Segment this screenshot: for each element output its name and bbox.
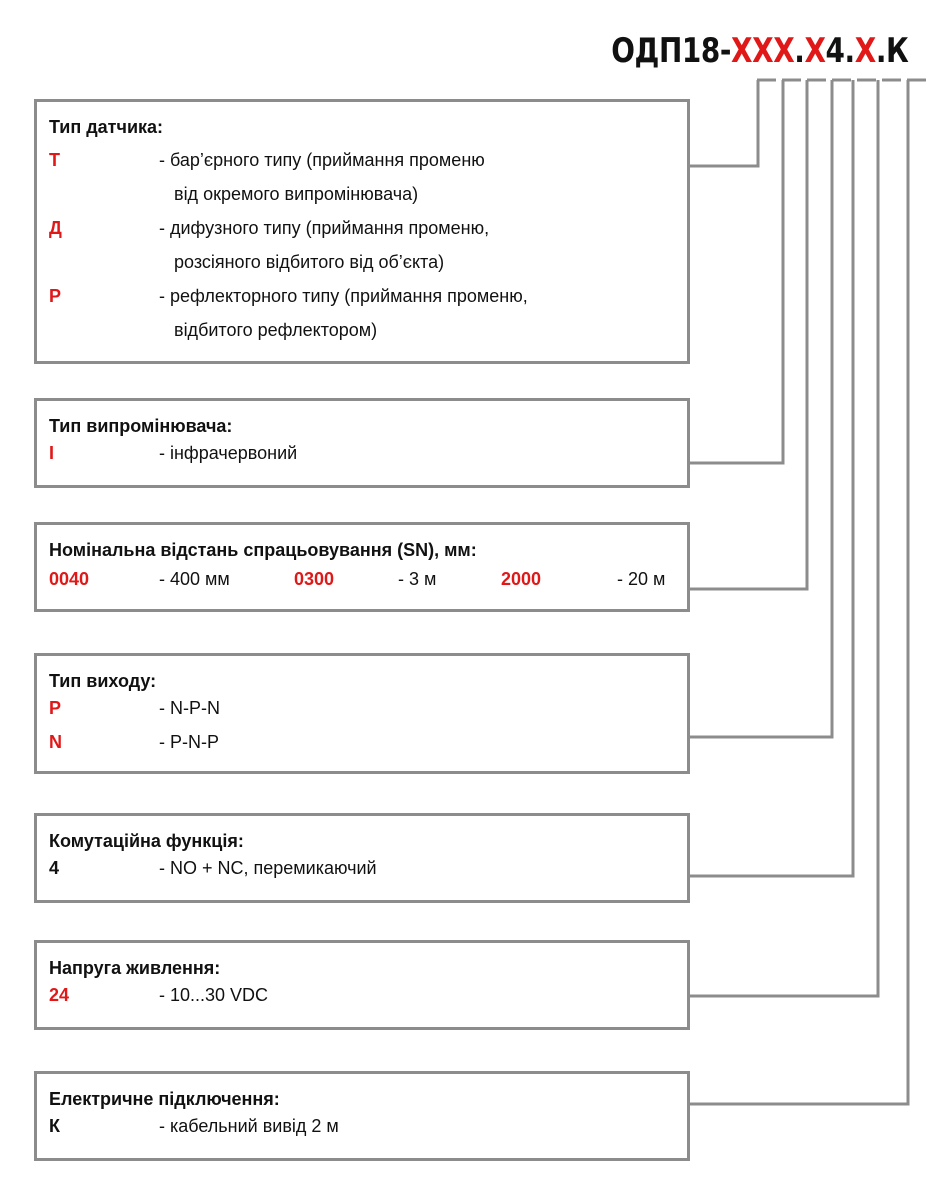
connection-code: К bbox=[49, 1116, 60, 1136]
distance-desc: - 20 м bbox=[617, 569, 666, 589]
output-desc: - P-N-P bbox=[159, 732, 219, 752]
distance-title: Номінальна відстань спрацьовування (SN), мм: bbox=[49, 540, 477, 560]
sensor-type-item-cont bbox=[49, 177, 687, 211]
connector-sensor-type bbox=[690, 80, 758, 166]
emitter-item bbox=[49, 436, 687, 470]
output-item bbox=[49, 691, 687, 725]
sensor-type-desc: - бар’єрного типу (приймання променю bbox=[159, 150, 485, 170]
distance-row bbox=[49, 562, 687, 596]
distance-box bbox=[34, 522, 690, 612]
emitter-box bbox=[34, 398, 690, 488]
switching-desc: - NO + NC, перемикаючий bbox=[159, 858, 377, 878]
model-code-dot: . bbox=[793, 31, 805, 71]
model-code-var-voltage: X bbox=[854, 31, 876, 71]
distance-desc: - 400 мм bbox=[159, 569, 230, 589]
sensor-type-desc: - рефлекторного типу (приймання променю, bbox=[159, 286, 528, 306]
voltage-box bbox=[34, 940, 690, 1030]
switching-title: Комутаційна функція: bbox=[49, 831, 244, 851]
model-code-var-sensor-type: X bbox=[730, 31, 752, 71]
model-code-connection: .К bbox=[875, 31, 908, 71]
emitter-code: I bbox=[49, 443, 55, 463]
model-code-var-emitter: X bbox=[751, 31, 773, 71]
sensor-type-desc-cont: відбитого рефлектором) bbox=[174, 320, 378, 340]
connector-switching bbox=[690, 80, 853, 876]
sensor-type-code: Т bbox=[49, 150, 60, 170]
connector-distance bbox=[690, 80, 807, 589]
connector-emitter bbox=[690, 80, 783, 463]
connection-item bbox=[49, 1109, 687, 1143]
output-desc: - N-P-N bbox=[159, 698, 220, 718]
switching-box bbox=[34, 813, 690, 903]
distance-code: 2000 bbox=[501, 569, 542, 589]
model-code-var-output: X bbox=[804, 31, 826, 71]
emitter-title: Тип випромінювача: bbox=[49, 416, 233, 436]
connection-title: Електричне підключення: bbox=[49, 1089, 280, 1109]
distance-desc: - 3 м bbox=[398, 569, 437, 589]
output-box bbox=[34, 653, 690, 774]
model-code-var-distance: X bbox=[772, 31, 794, 71]
sensor-type-box bbox=[34, 99, 690, 364]
sensor-type-item bbox=[49, 211, 687, 245]
sensor-type-code: Д bbox=[49, 218, 62, 238]
connection-box bbox=[34, 1071, 690, 1161]
sensor-type-desc: - дифузного типу (приймання променю, bbox=[159, 218, 490, 238]
voltage-desc: - 10...30 VDC bbox=[159, 985, 269, 1005]
sensor-type-desc-cont: від окремого випромінювача) bbox=[174, 184, 419, 204]
sensor-type-item-cont bbox=[49, 245, 687, 279]
output-code: N bbox=[49, 732, 62, 752]
model-code-prefix: ОДП18- bbox=[610, 31, 731, 71]
distance-code: 0040 bbox=[49, 569, 90, 589]
emitter-desc: - інфрачервоний bbox=[159, 443, 298, 463]
connector-connection bbox=[690, 80, 908, 1104]
model-code-switching: 4. bbox=[825, 31, 855, 71]
sensor-type-code: Р bbox=[49, 286, 62, 306]
sensor-type-title: Тип датчика: bbox=[49, 117, 164, 137]
output-item bbox=[49, 725, 687, 759]
distance-code: 0300 bbox=[294, 569, 335, 589]
output-title: Тип виходу: bbox=[49, 671, 157, 691]
connection-desc: - кабельний вивід 2 м bbox=[159, 1116, 339, 1136]
sensor-type-desc-cont: розсіяного відбитого від об’єкта) bbox=[174, 252, 445, 272]
connector-output bbox=[690, 80, 832, 737]
sensor-type-item-cont bbox=[49, 313, 687, 347]
voltage-title: Напруга живлення: bbox=[49, 958, 221, 978]
voltage-code: 24 bbox=[49, 985, 70, 1005]
switching-item bbox=[49, 851, 687, 885]
switching-code: 4 bbox=[49, 858, 60, 878]
voltage-item bbox=[49, 978, 687, 1012]
sensor-type-item bbox=[49, 279, 687, 313]
output-code: P bbox=[49, 698, 62, 718]
sensor-type-item bbox=[49, 143, 687, 177]
